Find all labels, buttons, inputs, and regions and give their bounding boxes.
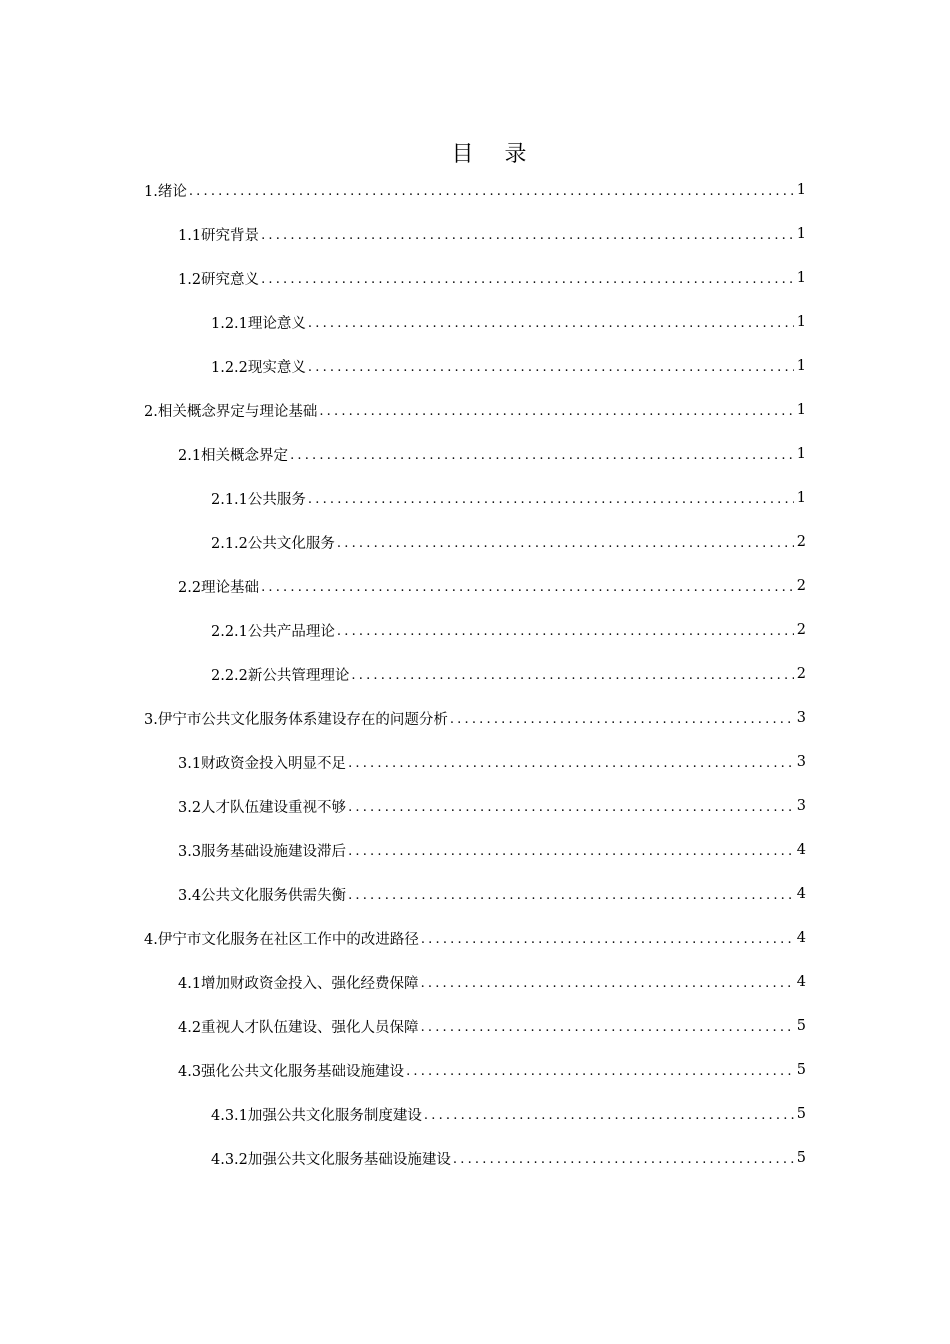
toc-entry-title: 3.1财政资金投入明显不足 [178, 755, 347, 772]
toc-dot-leader [337, 625, 794, 638]
toc-dot-leader [261, 273, 794, 286]
toc-dot-leader [421, 1021, 794, 1034]
toc-entry-title: 2.1.2公共文化服务 [211, 535, 335, 552]
toc-dot-leader [319, 405, 794, 418]
toc-entry-title: 3.3服务基础设施建设滞后 [178, 843, 347, 860]
toc-entry[interactable] [0, 168, 950, 212]
toc-page-number: 4 [796, 886, 806, 902]
toc-entry-title: 1.2.1理论意义 [211, 315, 306, 332]
toc-entry[interactable] [0, 432, 950, 476]
toc-page-number: 1 [796, 270, 806, 286]
toc-dot-leader [348, 845, 794, 858]
toc-page-number: 1 [796, 182, 806, 198]
toc-page-number: 3 [796, 798, 806, 814]
toc-dot-leader [453, 1153, 794, 1166]
toc-dot-leader [351, 669, 794, 682]
toc-title: 目 录 [451, 142, 539, 167]
toc-page-number: 1 [796, 446, 806, 462]
toc-entry[interactable] [0, 520, 950, 564]
toc-page-number: 2 [796, 578, 806, 594]
toc-entry[interactable] [0, 476, 950, 520]
toc-entry-title: 2.1.1公共服务 [211, 491, 306, 508]
toc-entry[interactable] [0, 828, 950, 872]
toc-dot-leader [348, 889, 794, 902]
toc-page-number: 5 [796, 1106, 806, 1122]
toc-dot-leader [290, 449, 794, 462]
toc-entry-title: 3.伊宁市公共文化服务体系建设存在的问题分析 [144, 711, 448, 728]
toc-entry[interactable] [0, 916, 950, 960]
toc-dot-leader [261, 581, 794, 594]
toc-page-number: 4 [796, 842, 806, 858]
toc-dot-leader [308, 361, 794, 374]
toc-dot-leader [421, 977, 794, 990]
toc-entry[interactable] [0, 608, 950, 652]
toc-entry[interactable] [0, 1004, 950, 1048]
toc-entry[interactable] [0, 696, 950, 740]
toc-entry[interactable] [0, 212, 950, 256]
toc-entry[interactable] [0, 388, 950, 432]
toc-dot-leader [308, 493, 794, 506]
toc-entry-title: 1.1研究背景 [178, 227, 260, 244]
toc-page-number: 1 [796, 226, 806, 242]
toc-entry[interactable] [0, 1048, 950, 1092]
toc-entry-title: 3.2人才队伍建设重视不够 [178, 799, 347, 816]
toc-entry[interactable] [0, 344, 950, 388]
toc-entry[interactable] [0, 256, 950, 300]
toc-page-number: 3 [796, 754, 806, 770]
toc-dot-leader [450, 713, 794, 726]
toc-entry[interactable] [0, 300, 950, 344]
toc-list [0, 168, 950, 1180]
toc-page-number: 2 [796, 534, 806, 550]
toc-page-number: 1 [796, 402, 806, 418]
toc-page-number: 1 [796, 358, 806, 374]
toc-entry[interactable] [0, 872, 950, 916]
toc-entry[interactable] [0, 784, 950, 828]
toc-dot-leader [424, 1109, 794, 1122]
toc-dot-leader [348, 757, 794, 770]
toc-entry-title: 1.2研究意义 [178, 271, 260, 288]
toc-page-number: 4 [796, 930, 806, 946]
toc-page-number: 5 [796, 1150, 806, 1166]
toc-dot-leader [406, 1065, 794, 1078]
toc-entry-title: 2.2.2新公共管理理论 [211, 667, 350, 684]
toc-dot-leader [348, 801, 794, 814]
toc-entry[interactable] [0, 740, 950, 784]
toc-entry-title: 4.1增加财政资金投入、强化经费保障 [178, 975, 419, 992]
toc-entry[interactable] [0, 652, 950, 696]
toc-page-number: 5 [796, 1062, 806, 1078]
toc-page-number: 2 [796, 666, 806, 682]
toc-entry-title: 4.3.2加强公共文化服务基础设施建设 [211, 1151, 451, 1168]
toc-page-number: 3 [796, 710, 806, 726]
toc-dot-leader [421, 933, 794, 946]
toc-entry-title: 3.4公共文化服务供需失衡 [178, 887, 347, 904]
toc-page-number: 2 [796, 622, 806, 638]
toc-entry-title: 1.2.2现实意义 [211, 359, 306, 376]
toc-entry[interactable] [0, 564, 950, 608]
toc-entry[interactable] [0, 960, 950, 1004]
toc-dot-leader [261, 229, 794, 242]
toc-entry-title: 2.1相关概念界定 [178, 447, 289, 464]
toc-page-number: 1 [796, 314, 806, 330]
toc-entry[interactable] [0, 1092, 950, 1136]
toc-entry-title: 4.伊宁市文化服务在社区工作中的改进路径 [144, 931, 419, 948]
toc-page-number: 5 [796, 1018, 806, 1034]
toc-entry-title: 2.2.1公共产品理论 [211, 623, 335, 640]
toc-entry-title: 2.相关概念界定与理论基础 [144, 403, 318, 420]
toc-entry-title: 4.2重视人才队伍建设、强化人员保障 [178, 1019, 419, 1036]
toc-dot-leader [308, 317, 794, 330]
toc-entry-title: 4.3强化公共文化服务基础设施建设 [178, 1063, 405, 1080]
toc-entry-title: 4.3.1加强公共文化服务制度建设 [211, 1107, 422, 1124]
toc-page-number: 1 [796, 490, 806, 506]
toc-dot-leader [189, 185, 794, 198]
toc-entry[interactable] [0, 1136, 950, 1180]
toc-page-number: 4 [796, 974, 806, 990]
toc-dot-leader [337, 537, 794, 550]
toc-entry-title: 1.绪论 [144, 183, 187, 200]
toc-entry-title: 2.2理论基础 [178, 579, 260, 596]
